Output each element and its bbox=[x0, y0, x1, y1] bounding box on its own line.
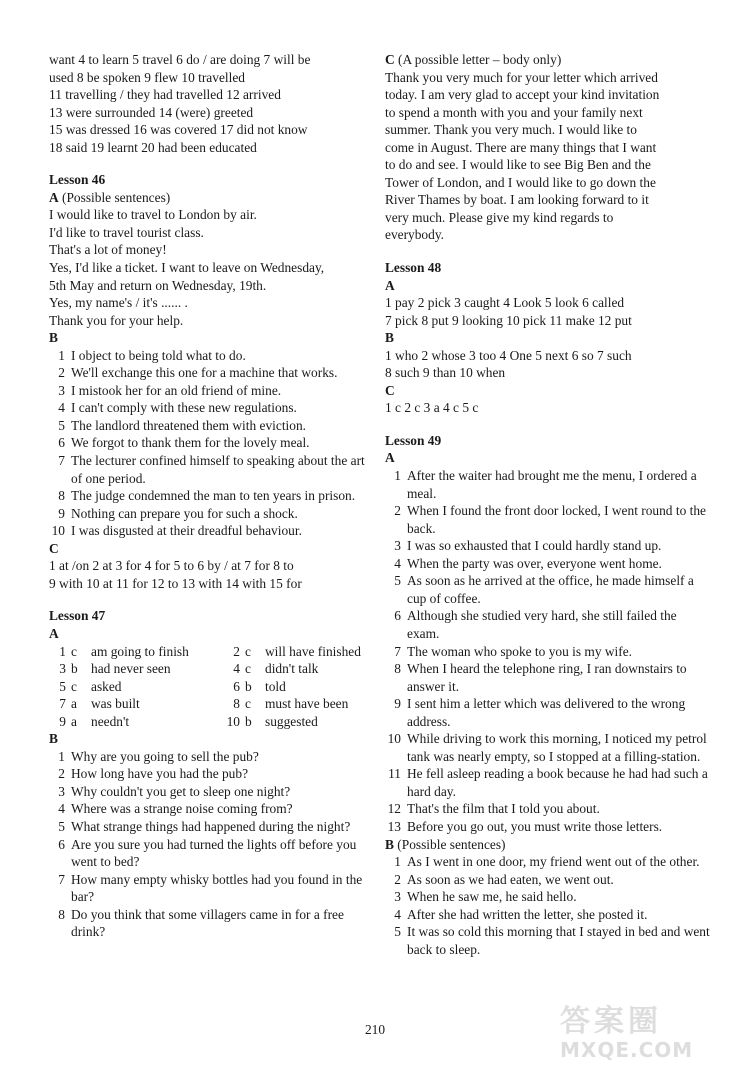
lesson-heading: Lesson 47 bbox=[49, 608, 106, 624]
item-number: 1 bbox=[59, 643, 66, 659]
list-item bbox=[385, 765, 710, 800]
item-number: 6 bbox=[58, 435, 65, 451]
list-item bbox=[385, 730, 710, 765]
item-text: Do you think that some villagers came in for a free drink? bbox=[71, 906, 344, 940]
text-line: used 8 be spoken 9 flew 10 travelled bbox=[49, 69, 245, 85]
lesson-47 bbox=[49, 607, 367, 940]
answer-text: suggested bbox=[265, 713, 318, 729]
list-item bbox=[385, 695, 710, 730]
item-number: 9 bbox=[58, 505, 65, 521]
item-text: When I heard the telephone ring, I ran downstairs to answer it. bbox=[407, 661, 687, 694]
item-number: 2 bbox=[394, 871, 401, 887]
text-line: 15 was dressed 16 was covered 17 did not know bbox=[49, 122, 308, 138]
item-number: 3 bbox=[394, 538, 401, 554]
list-item bbox=[385, 888, 710, 906]
list-item bbox=[385, 906, 710, 924]
item-number: 8 bbox=[394, 661, 401, 677]
item-text: The lecturer confined himself to speaking about the art of one period. bbox=[71, 453, 365, 486]
watermark-text-bottom: MXQE.COM bbox=[560, 1038, 694, 1062]
text-line: Tower of London, and I would like to go down the bbox=[385, 174, 656, 190]
item-number: 8 bbox=[233, 696, 240, 712]
item-text: Are you sure you had turned the lights off before you went to bed? bbox=[71, 836, 357, 870]
item-number: 5 bbox=[59, 678, 66, 694]
section-label: B bbox=[385, 330, 394, 346]
list-item bbox=[385, 607, 710, 642]
list-item bbox=[385, 818, 710, 836]
section-label: C bbox=[385, 52, 395, 67]
item-text: As soon as he arrived at the office, he made himself a cup of coffee. bbox=[407, 573, 694, 606]
item-number: 9 bbox=[59, 713, 66, 729]
watermark-text-top: 答案圈 bbox=[560, 1004, 662, 1039]
list-item bbox=[385, 800, 710, 818]
list-item bbox=[385, 537, 710, 555]
item-number: 7 bbox=[59, 696, 66, 712]
answer-text: will have finished bbox=[265, 643, 361, 659]
section-heading bbox=[385, 51, 710, 69]
item-number: 7 bbox=[58, 453, 65, 469]
spacer bbox=[49, 156, 367, 171]
lesson-heading: Lesson 46 bbox=[49, 172, 106, 188]
list-item bbox=[385, 467, 710, 502]
answer-text: must have been bbox=[265, 696, 349, 712]
item-number: 3 bbox=[59, 661, 66, 677]
spacer bbox=[385, 244, 710, 259]
choice-letter: c bbox=[71, 643, 77, 659]
list-item bbox=[49, 765, 367, 783]
item-text: After she had written the letter, she posted it. bbox=[407, 906, 648, 922]
text-line: to spend a month with you and your family next bbox=[385, 104, 643, 120]
answer-text: didn't talk bbox=[265, 661, 319, 677]
item-number: 1 bbox=[58, 347, 65, 363]
item-number: 2 bbox=[58, 365, 65, 381]
section-label: B bbox=[49, 330, 58, 346]
item-text: Before you go out, you must write those letters. bbox=[407, 818, 663, 834]
list-item bbox=[49, 434, 367, 452]
choice-letter: b bbox=[245, 713, 252, 729]
item-text: He fell asleep reading a book because he had had such a hard day. bbox=[407, 766, 708, 799]
lesson-48 bbox=[385, 259, 710, 417]
section-note: (Possible sentences) bbox=[58, 189, 171, 205]
item-number: 9 bbox=[394, 696, 401, 712]
list-item bbox=[49, 347, 367, 365]
choice-letter: c bbox=[245, 643, 251, 659]
lesson-heading: Lesson 49 bbox=[385, 432, 442, 448]
text-line: 1 c 2 c 3 a 4 c 5 c bbox=[385, 400, 479, 416]
list-item bbox=[49, 364, 367, 382]
list-item bbox=[49, 783, 367, 801]
item-text: Why couldn't you get to sleep one night? bbox=[71, 783, 291, 799]
spacer bbox=[385, 417, 710, 432]
item-number: 4 bbox=[58, 400, 65, 416]
section-label: B bbox=[385, 836, 394, 852]
list-item bbox=[49, 906, 367, 941]
item-text: I was disgusted at their dreadful behaviour. bbox=[71, 523, 302, 539]
spacer bbox=[49, 592, 367, 607]
section-label: A bbox=[385, 277, 395, 293]
choice-letter: a bbox=[71, 696, 77, 712]
item-text: As I went in one door, my friend went out of the other. bbox=[407, 854, 700, 870]
item-text: I object to being told what to do. bbox=[71, 347, 246, 363]
watermark-logo bbox=[560, 1005, 740, 1067]
text-line: come in August. There are many things that I want bbox=[385, 139, 657, 155]
item-number: 7 bbox=[58, 871, 65, 887]
text-line: River Thames by boat. I am looking forward to it bbox=[385, 192, 649, 208]
item-number: 3 bbox=[58, 382, 65, 398]
choice-letter: c bbox=[245, 696, 251, 712]
item-text: What strange things had happened during the night? bbox=[71, 818, 351, 834]
text-line: 11 travelling / they had travelled 12 arrived bbox=[49, 87, 281, 103]
list-item bbox=[49, 399, 367, 417]
lesson-46 bbox=[49, 171, 367, 592]
text-line: 9 with 10 at 11 for 12 to 13 with 14 with 15 for bbox=[49, 575, 302, 591]
item-text: While driving to work this morning, I noticed my petrol tank was nearly empty, so I stopped at a filling-station. bbox=[407, 731, 707, 764]
list-item bbox=[49, 452, 367, 487]
answer-text: asked bbox=[91, 678, 122, 694]
text-line: to do and see. I would like to see Big Ben and the bbox=[385, 157, 651, 173]
item-text: Nothing can prepare you for such a shock. bbox=[71, 505, 298, 521]
list-item bbox=[49, 818, 367, 836]
text-line: I'd like to travel tourist class. bbox=[49, 224, 204, 240]
item-text: When he saw me, he said hello. bbox=[407, 889, 577, 905]
section-label: C bbox=[385, 382, 395, 398]
item-number: 10 bbox=[387, 731, 401, 747]
text-line: want 4 to learn 5 travel 6 do / are doing 7 will be bbox=[49, 52, 311, 67]
item-number: 10 bbox=[51, 523, 65, 539]
choice-letter: b bbox=[245, 678, 252, 694]
text-line: very much. Please give my kind regards to bbox=[385, 209, 614, 225]
list-item bbox=[49, 382, 367, 400]
text-line: Thank you for your help. bbox=[49, 312, 184, 328]
section-label: B bbox=[49, 731, 58, 747]
item-text: How many empty whisky bottles had you found in the bar? bbox=[71, 871, 363, 905]
item-number: 12 bbox=[387, 801, 401, 817]
section-label: A bbox=[49, 189, 59, 205]
intro-answers bbox=[49, 51, 367, 156]
item-number: 4 bbox=[233, 661, 240, 677]
list-item bbox=[385, 502, 710, 537]
text-line: everybody. bbox=[385, 227, 444, 243]
list-item bbox=[49, 505, 367, 523]
text-line: 13 were surrounded 14 (were) greeted bbox=[49, 104, 254, 120]
choice-letter: c bbox=[245, 661, 251, 677]
text-line: That's a lot of money! bbox=[49, 242, 167, 258]
item-number: 3 bbox=[58, 783, 65, 799]
item-text: We'll exchange this one for a machine that works. bbox=[71, 365, 338, 381]
item-text: Where was a strange noise coming from? bbox=[71, 801, 293, 817]
list-item bbox=[385, 660, 710, 695]
list-item bbox=[49, 836, 367, 871]
text-line: 18 said 19 learnt 20 had been educated bbox=[49, 139, 257, 155]
item-number: 3 bbox=[394, 889, 401, 905]
lesson-heading: Lesson 48 bbox=[385, 260, 442, 276]
section-heading bbox=[49, 189, 367, 207]
item-number: 6 bbox=[58, 836, 65, 852]
item-number: 4 bbox=[394, 555, 401, 571]
answer-text: am going to finish bbox=[91, 643, 189, 659]
item-number: 7 bbox=[394, 643, 401, 659]
section-label: A bbox=[385, 450, 395, 466]
answer-text: had never seen bbox=[91, 661, 171, 677]
letter-section bbox=[385, 51, 710, 244]
section-label: C bbox=[49, 540, 59, 556]
answer-text: was built bbox=[91, 696, 140, 712]
item-number: 1 bbox=[394, 854, 401, 870]
list-item bbox=[385, 923, 710, 958]
section-heading bbox=[385, 836, 710, 854]
list-item bbox=[385, 555, 710, 573]
text-line: summer. Thank you very much. I would like to bbox=[385, 122, 637, 138]
section-note: (Possible sentences) bbox=[393, 836, 506, 852]
item-text: When the party was over, everyone went home. bbox=[407, 555, 662, 571]
item-text: That's the film that I told you about. bbox=[407, 801, 600, 817]
lesson-49 bbox=[385, 432, 710, 958]
left-column bbox=[49, 51, 367, 941]
choice-letter: c bbox=[71, 678, 77, 694]
item-number: 5 bbox=[58, 417, 65, 433]
item-text: It was so cold this morning that I stayed in bed and went back to sleep. bbox=[407, 924, 710, 957]
item-text: I sent him a letter which was delivered to the wrong address. bbox=[407, 696, 686, 729]
text-line: 5th May and return on Wednesday, 19th. bbox=[49, 277, 267, 293]
item-text: The landlord threatened them with eviction. bbox=[71, 417, 307, 433]
text-line: Thank you very much for your letter which arrived bbox=[385, 69, 658, 85]
item-text: I can't comply with these new regulations. bbox=[71, 400, 297, 416]
section-label: A bbox=[49, 625, 59, 641]
list-item bbox=[385, 853, 710, 871]
list-item bbox=[49, 522, 367, 540]
item-number: 6 bbox=[233, 678, 240, 694]
item-text: The woman who spoke to you is my wife. bbox=[407, 643, 633, 659]
text-line: today. I am very glad to accept your kind invitation bbox=[385, 87, 660, 103]
item-text: As soon as we had eaten, we went out. bbox=[407, 871, 614, 887]
item-text: How long have you had the pub? bbox=[71, 766, 249, 782]
list-item bbox=[385, 572, 710, 607]
text-line: 1 pay 2 pick 3 caught 4 Look 5 look 6 called bbox=[385, 295, 625, 311]
item-number: 1 bbox=[394, 468, 401, 484]
text-line: Yes, my name's / it's ...... . bbox=[49, 295, 188, 311]
list-item bbox=[385, 643, 710, 661]
item-text: I was so exhausted that I could hardly stand up. bbox=[407, 538, 662, 554]
text-line: 1 who 2 whose 3 too 4 One 5 next 6 so 7 such bbox=[385, 347, 632, 363]
item-number: 4 bbox=[58, 801, 65, 817]
section-note: (A possible letter – body only) bbox=[394, 52, 562, 67]
item-text: We forgot to thank them for the lovely meal. bbox=[71, 435, 310, 451]
item-number: 13 bbox=[387, 818, 401, 834]
text-line: 8 such 9 than 10 when bbox=[385, 365, 506, 381]
item-number: 4 bbox=[394, 906, 401, 922]
answer-text: needn't bbox=[91, 713, 130, 729]
item-number: 11 bbox=[388, 766, 401, 782]
answer-text: told bbox=[265, 678, 286, 694]
right-column bbox=[385, 51, 710, 958]
item-number: 2 bbox=[58, 766, 65, 782]
answer-grid bbox=[49, 643, 367, 731]
item-number: 5 bbox=[394, 924, 401, 940]
text-line: 1 at /on 2 at 3 for 4 for 5 to 6 by / at 7 for 8 to bbox=[49, 558, 294, 574]
item-text: After the waiter had brought me the menu, I ordered a meal. bbox=[407, 468, 697, 501]
item-text: Why are you going to sell the pub? bbox=[71, 748, 259, 764]
text-line: Yes, I'd like a ticket. I want to leave on Wednesday, bbox=[49, 260, 325, 276]
list-item bbox=[49, 417, 367, 435]
item-number: 10 bbox=[226, 713, 240, 729]
item-number: 5 bbox=[58, 818, 65, 834]
item-text: I mistook her for an old friend of mine. bbox=[71, 382, 282, 398]
list-item bbox=[49, 800, 367, 818]
page-number: 210 bbox=[364, 1022, 386, 1037]
item-number: 6 bbox=[394, 608, 401, 624]
list-item bbox=[49, 748, 367, 766]
item-text: Although she studied very hard, she still failed the exam. bbox=[407, 608, 677, 641]
list-item bbox=[49, 871, 367, 906]
item-number: 2 bbox=[233, 643, 240, 659]
list-item bbox=[49, 487, 367, 505]
choice-letter: a bbox=[71, 713, 77, 729]
item-number: 1 bbox=[58, 748, 65, 764]
text-line: 7 pick 8 put 9 looking 10 pick 11 make 12 put bbox=[385, 312, 632, 328]
item-text: The judge condemned the man to ten years in prison. bbox=[71, 488, 356, 504]
choice-letter: b bbox=[71, 661, 78, 677]
item-number: 8 bbox=[58, 906, 65, 922]
item-text: When I found the front door locked, I went round to the back. bbox=[407, 503, 706, 536]
item-number: 8 bbox=[58, 488, 65, 504]
item-number: 5 bbox=[394, 573, 401, 589]
item-number: 2 bbox=[394, 503, 401, 519]
text-line: I would like to travel to London by air. bbox=[49, 207, 257, 223]
list-item bbox=[385, 871, 710, 889]
